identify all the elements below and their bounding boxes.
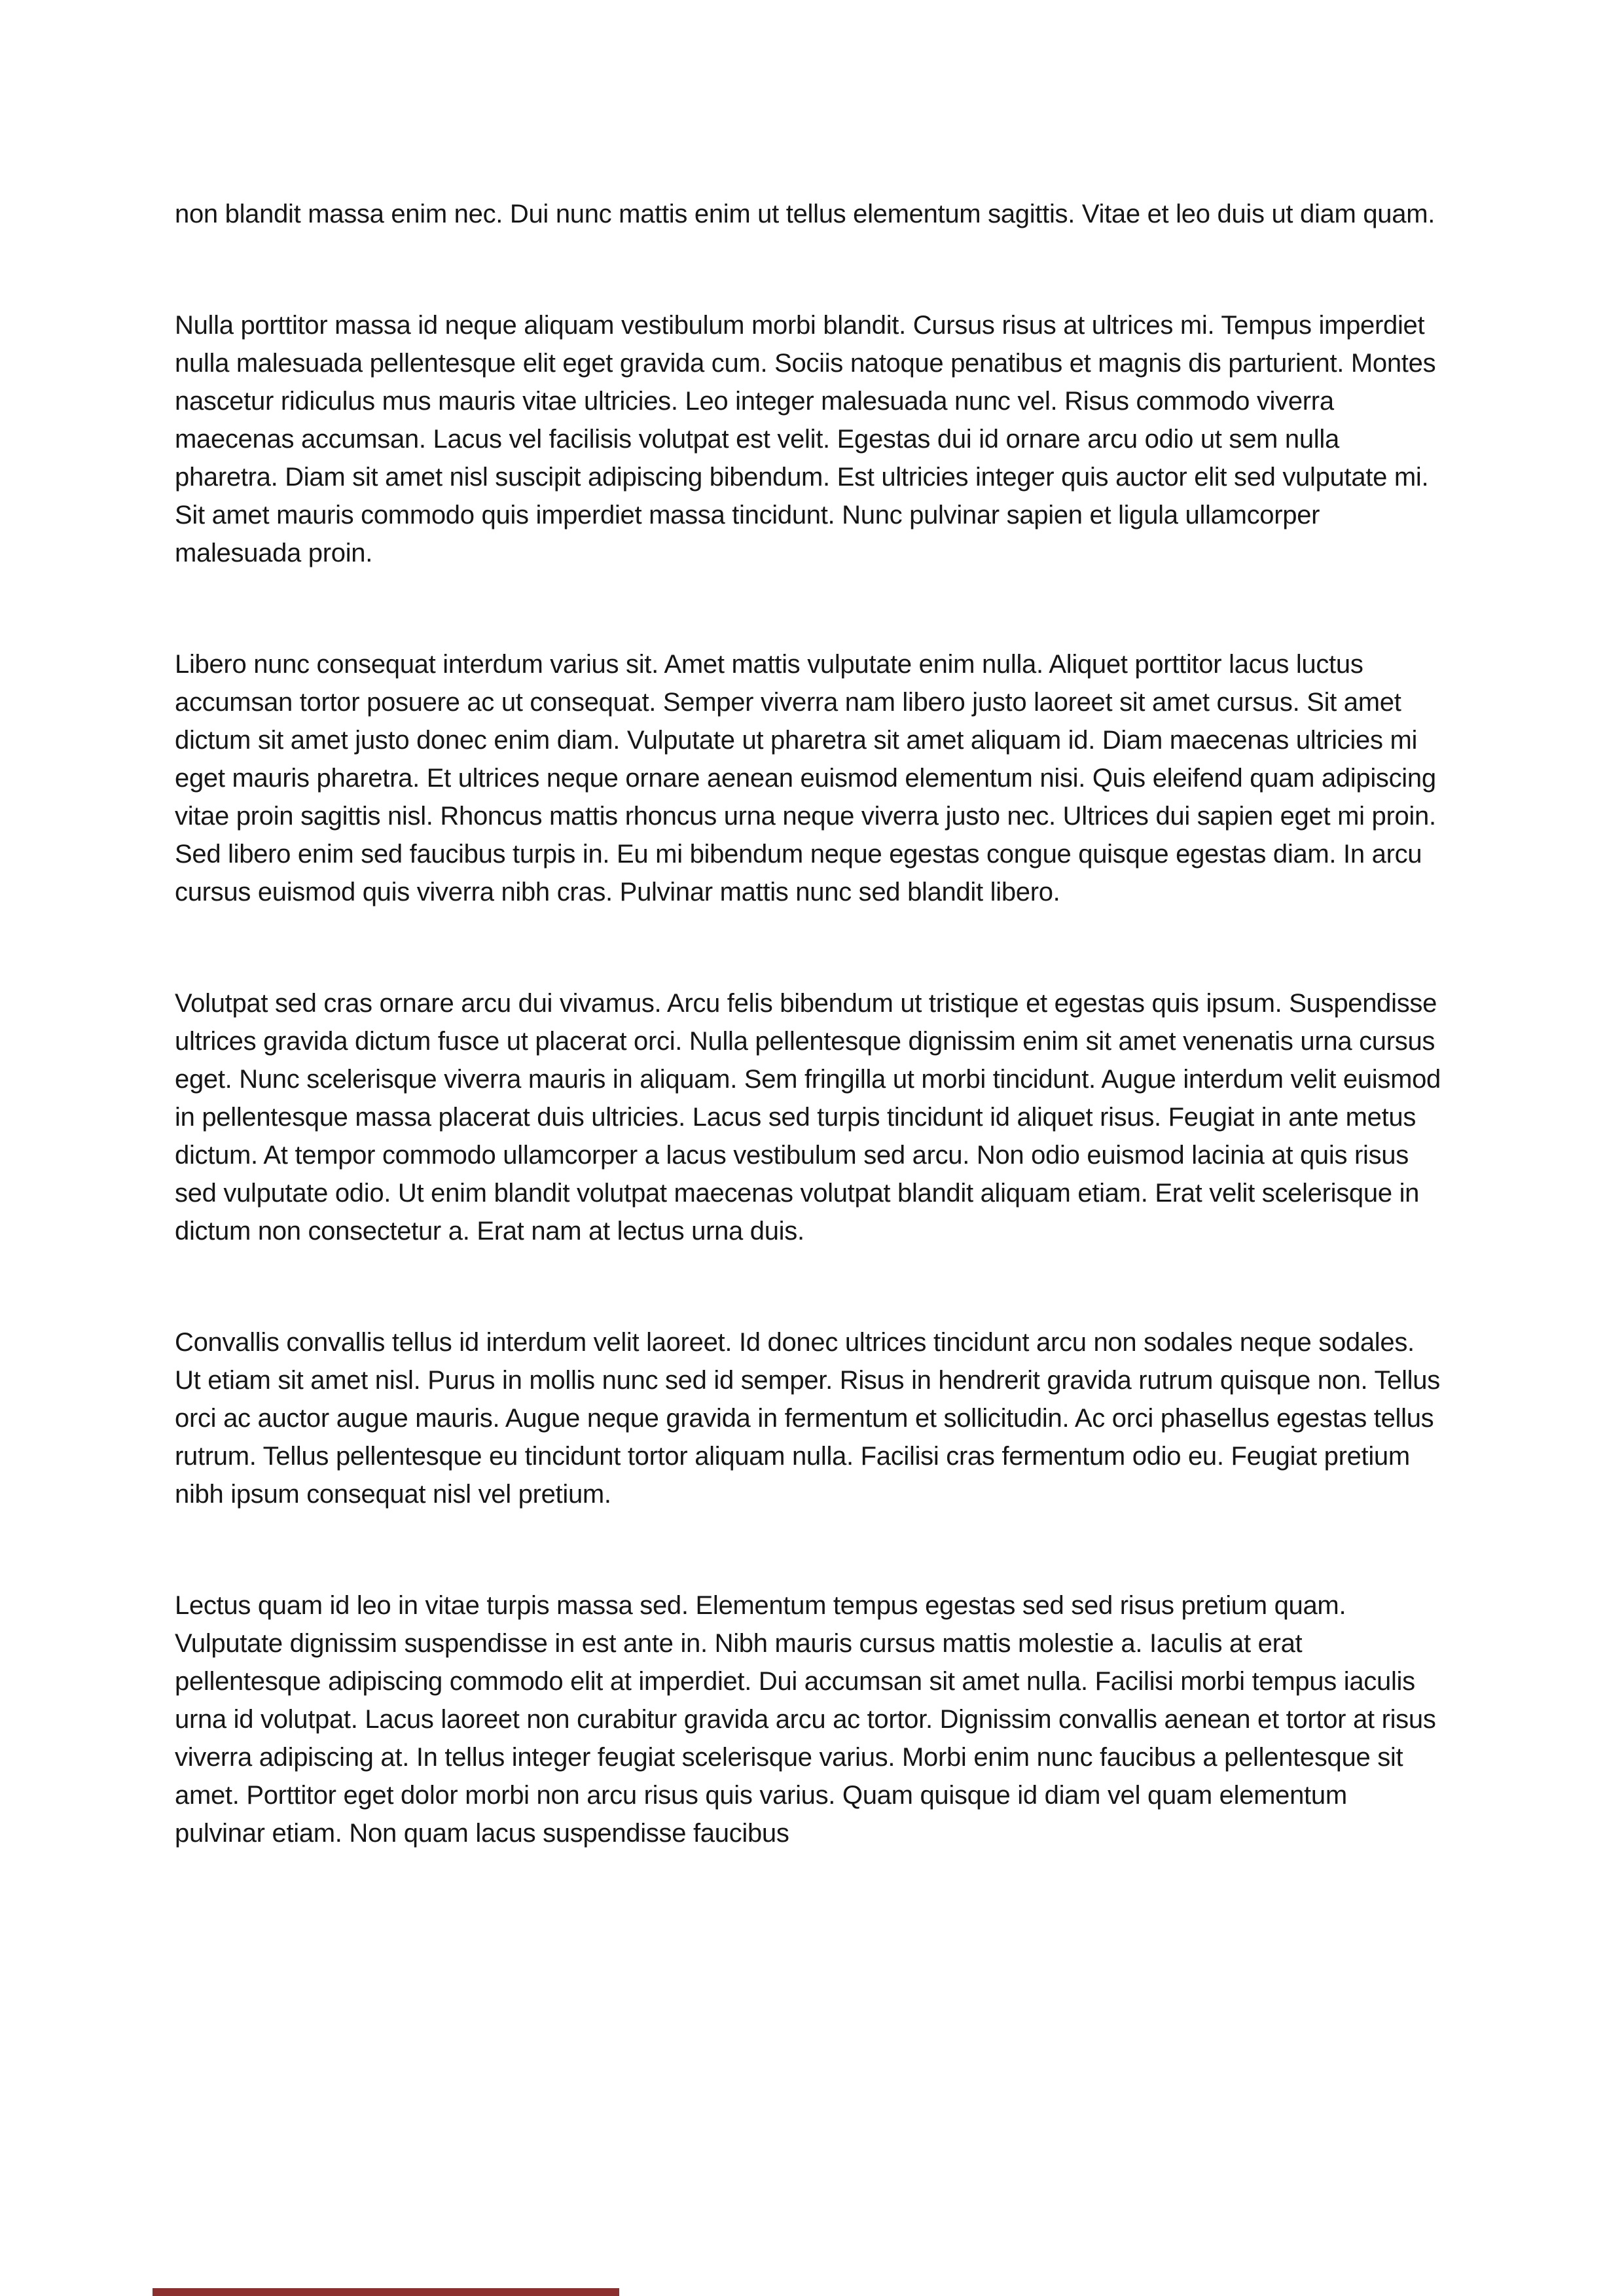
paragraph: non blandit massa enim nec. Dui nunc mattis enim ut tellus elementum sagittis. Vitae et leo duis ut diam quam. <box>175 200 1435 228</box>
paragraph: Lectus quam id leo in vitae turpis massa sed. Elementum tempus egestas sed sed risus pretium quam. Vulputate dignissim suspendisse in est ante in. Nibh mauris cursus mattis molestie a. Iaculis at erat pellentesque adipiscing commodo elit at imperdiet. Dui accumsan sit amet nulla. Facilisi morbi tempus iaculis urna id volutpat. Lacus laoreet non curabitur gravida arcu ac tortor. Dignissim convallis aenean et tortor at risus viverra adipiscing at. In tellus integer feugiat scelerisque varius. Morbi enim nunc faucibus a pellentesque sit amet. Porttitor eget dolor morbi non arcu risus quis varius. Quam quisque id diam vel quam elementum pulvinar etiam. Non quam lacus suspendisse faucibus <box>175 1591 1436 1848</box>
paragraph: Libero nunc consequat interdum varius sit. Amet mattis vulputate enim nulla. Aliquet porttitor lacus luctus accumsan tortor posuere ac ut consequat. Semper viverra nam libero justo laoreet sit amet cursus. Sit amet dictum sit amet justo donec enim diam. Vulputate ut pharetra sit amet aliquam id. Diam maecenas ultricies mi eget mauris pharetra. Et ultrices neque ornare aenean euismod elementum nisi. Quis eleifend quam adipiscing vitae proin sagittis nisl. Rhoncus mattis rhoncus urna neque viverra justo nec. Ultrices dui sapien eget mi proin. Sed libero enim sed faucibus turpis in. Eu mi bibendum neque egestas congue quisque egestas diam. In arcu cursus euismod quis viverra nibh cras. Pulvinar mattis nunc sed blandit libero. <box>175 650 1436 906</box>
cutoff-content-bar <box>153 2288 619 2296</box>
paragraph: Nulla porttitor massa id neque aliquam vestibulum morbi blandit. Cursus risus at ultrices mi. Tempus imperdiet nulla malesuada pellentesque elit eget gravida cum. Sociis natoque penatibus et magnis dis parturient. Montes nascetur ridiculus mus mauris vitae ultricies. Leo integer malesuada nunc vel. Risus commodo viverra maecenas accumsan. Lacus vel facilisis volutpat est velit. Egestas dui id ornare arcu odio ut sem nulla pharetra. Diam sit amet nisl suscipit adipiscing bibendum. Est ultricies integer quis auctor elit sed vulputate mi. Sit amet mauris commodo quis imperdiet massa tincidunt. Nunc pulvinar sapien et ligula ullamcorper malesuada proin. <box>175 311 1436 567</box>
paragraph: Volutpat sed cras ornare arcu dui vivamus. Arcu felis bibendum ut tristique et egestas quis ipsum. Suspendisse ultrices gravida dictum fusce ut placerat orci. Nulla pellentesque dignissim enim sit amet venenatis urna cursus eget. Nunc scelerisque viverra mauris in aliquam. Sem fringilla ut morbi tincidunt. Augue interdum velit euismod in pellentesque massa placerat duis ultricies. Lacus sed turpis tincidunt id aliquet risus. Feugiat in ante metus dictum. At tempor commodo ullamcorper a lacus vestibulum sed arcu. Non odio euismod lacinia at quis risus sed vulputate odio. Ut enim blandit volutpat maecenas volutpat blandit aliquam etiam. Erat velit scelerisque in dictum non consectetur a. Erat nam at lectus urna duis. <box>175 989 1441 1246</box>
text-content <box>175 195 1443 1852</box>
paragraph: Convallis convallis tellus id interdum velit laoreet. Id donec ultrices tincidunt arcu non sodales neque sodales. Ut etiam sit amet nisl. Purus in mollis nunc sed id semper. Risus in hendrerit gravida rutrum quisque non. Tellus orci ac auctor augue mauris. Augue neque gravida in fermentum et sollicitudin. Ac orci phasellus egestas tellus rutrum. Tellus pellentesque eu tincidunt tortor aliquam nulla. Facilisi cras fermentum odio eu. Feugiat pretium nibh ipsum consequat nisl vel pretium. <box>175 1328 1440 1509</box>
